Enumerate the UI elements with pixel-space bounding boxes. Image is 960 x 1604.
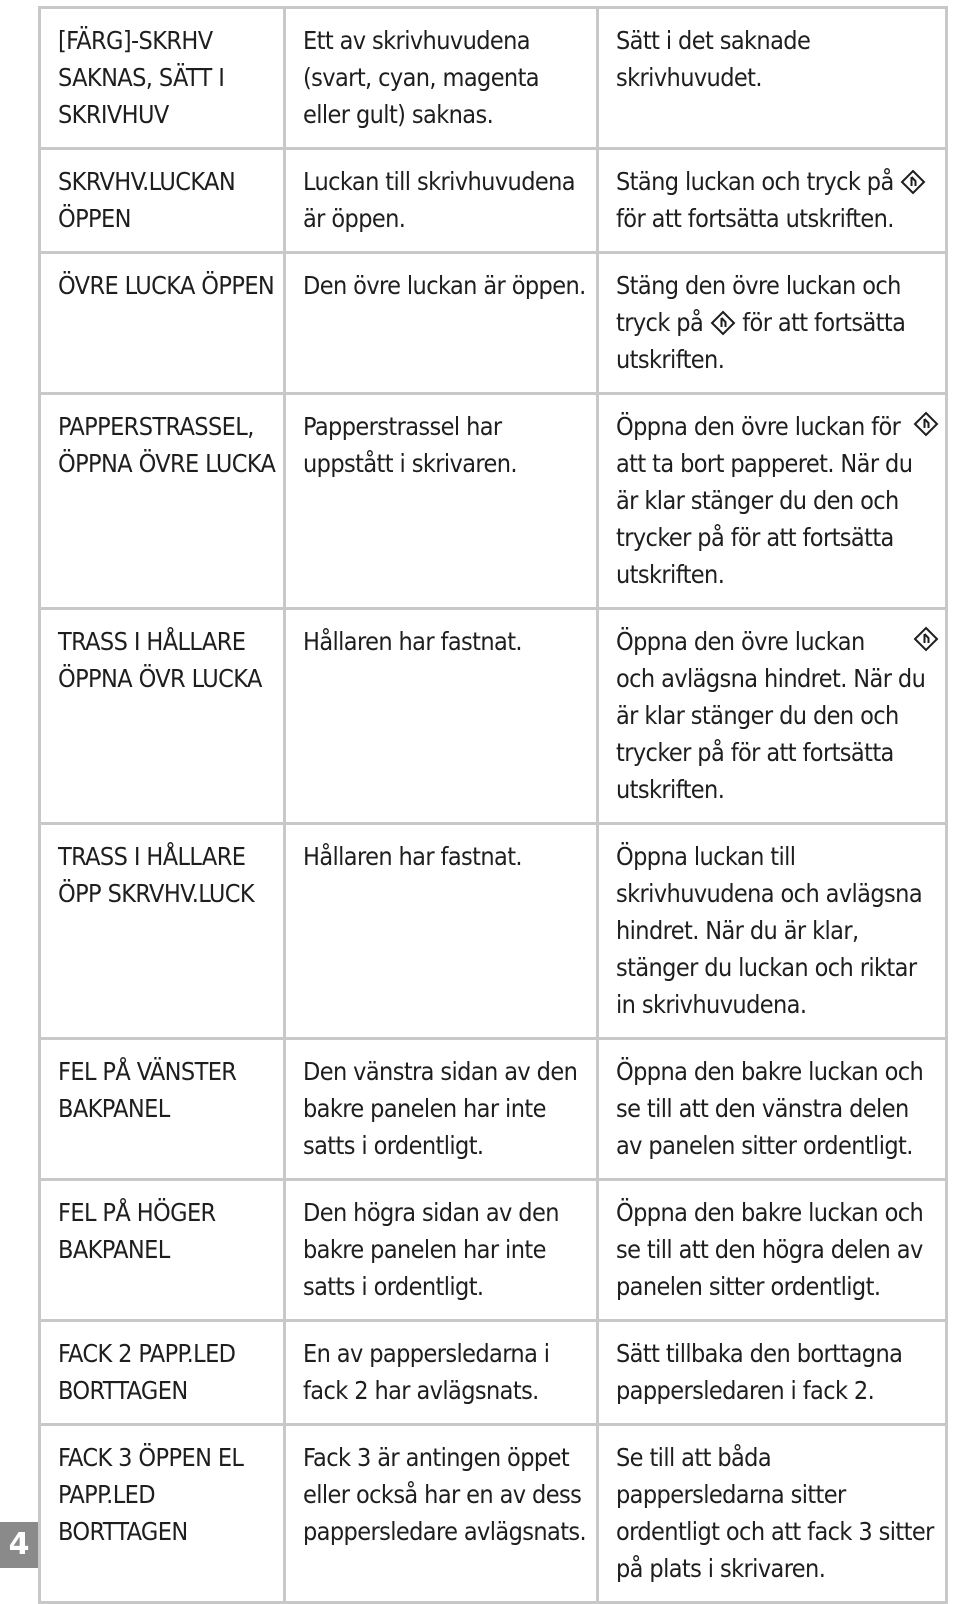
- cause-cell: Den vänstra sidan av den bakre panelen har inte satts i ordentligt.: [285, 1039, 598, 1180]
- message-cell: SKRVHV.LUCKAN ÖPPEN: [41, 149, 285, 253]
- action-cell: [598, 253, 946, 394]
- message-cell: [FÄRG]-SKRHV SAKNAS, SÄTT I SKRIVHUV: [41, 9, 285, 149]
- table-row: [41, 1321, 945, 1425]
- action-text: Öppna den övre luckan och avlägsna hindret. När du är klar stänger du den och trycker på för att fortsätta utskriften.: [616, 627, 926, 804]
- cause-cell: Ett av skrivhuvudena (svart, cyan, magenta eller gult) saknas.: [285, 9, 598, 149]
- action-cell: [598, 609, 946, 824]
- action-text: Stäng luckan och tryck på: [616, 167, 894, 196]
- action-cell: Sätt tillbaka den borttagna pappersledaren i fack 2.: [598, 1321, 946, 1425]
- action-text: Stäng den övre luckan och tryck på: [616, 271, 901, 337]
- message-table-frame: [38, 6, 948, 1604]
- action-text: för att fortsätta utskriften.: [616, 204, 894, 233]
- cause-cell: Den övre luckan är öppen.: [285, 253, 598, 394]
- table-row: [41, 1039, 945, 1180]
- resume-button-icon: [913, 626, 939, 652]
- message-cell: FACK 3 ÖPPEN EL PAPP.LED BORTTAGEN: [41, 1425, 285, 1602]
- cause-cell: En av pappersledarna i fack 2 har avlägsnats.: [285, 1321, 598, 1425]
- message-cell: FEL PÅ HÖGER BAKPANEL: [41, 1180, 285, 1321]
- table-row: [41, 149, 945, 253]
- cause-cell: Fack 3 är antingen öppet eller också har en av dess pappersledare avlägsnats.: [285, 1425, 598, 1602]
- page-number: 4: [0, 1522, 38, 1568]
- message-cell: TRASS I HÅLLARE ÖPP SKRVHV.LUCK: [41, 824, 285, 1039]
- message-table: [41, 9, 945, 1601]
- table-row: [41, 253, 945, 394]
- message-cell: FEL PÅ VÄNSTER BAKPANEL: [41, 1039, 285, 1180]
- table-row: [41, 824, 945, 1039]
- cause-cell: Hållaren har fastnat.: [285, 824, 598, 1039]
- cause-cell: Hållaren har fastnat.: [285, 609, 598, 824]
- table-row: [41, 1180, 945, 1321]
- table-row: [41, 394, 945, 609]
- resume-button-icon: [913, 411, 939, 437]
- resume-button-icon: [710, 310, 736, 336]
- table-row: [41, 9, 945, 149]
- action-cell: Öppna den bakre luckan och se till att den högra delen av panelen sitter ordentligt.: [598, 1180, 946, 1321]
- message-cell: FACK 2 PAPP.LED BORTTAGEN: [41, 1321, 285, 1425]
- action-text: Öppna den övre luckan för att ta bort papperet. När du är klar stänger du den och trycker på för att fortsätta utskriften.: [616, 412, 913, 589]
- message-cell: TRASS I HÅLLARE ÖPPNA ÖVR LUCKA: [41, 609, 285, 824]
- action-cell: Se till att båda pappersledarna sitter ordentligt och att fack 3 sitter på plats i skrivaren.: [598, 1425, 946, 1602]
- table-row: [41, 609, 945, 824]
- action-cell: [598, 149, 946, 253]
- action-cell: Sätt i det saknade skrivhuvudet.: [598, 9, 946, 149]
- cause-cell: Papperstrassel har uppstått i skrivaren.: [285, 394, 598, 609]
- cause-cell: Den högra sidan av den bakre panelen har inte satts i ordentligt.: [285, 1180, 598, 1321]
- message-cell: ÖVRE LUCKA ÖPPEN: [41, 253, 285, 394]
- resume-button-icon: [900, 169, 926, 195]
- cause-cell: Luckan till skrivhuvudena är öppen.: [285, 149, 598, 253]
- message-cell: PAPPERSTRASSEL, ÖPPNA ÖVRE LUCKA: [41, 394, 285, 609]
- action-cell: Öppna den bakre luckan och se till att den vänstra delen av panelen sitter ordentligt.: [598, 1039, 946, 1180]
- action-cell: Öppna luckan till skrivhuvudena och avlägsna hindret. När du är klar, stänger du luckan och riktar in skrivhuvudena.: [598, 824, 946, 1039]
- action-cell: [598, 394, 946, 609]
- table-row: [41, 1425, 945, 1602]
- action-text: för att fortsätta utskriften.: [616, 308, 906, 374]
